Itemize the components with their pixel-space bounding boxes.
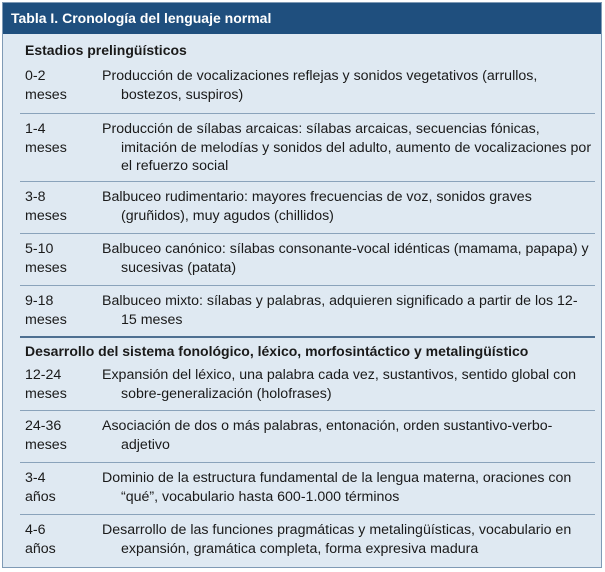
row-description: Producción de sílabas arcaicas: sílabas arcaicas, secuencias fónicas, imitación de melodías y sonidos del adulto, aumento de vocalizaciones por el refuerzo social bbox=[102, 121, 592, 174]
row-divider bbox=[20, 462, 595, 463]
row-period: 24-36 meses bbox=[25, 418, 67, 453]
row-description: Balbuceo mixto: sílabas y palabras, adquieren significado a partir de los 12-15 meses bbox=[102, 293, 578, 328]
section-title-prelinguistic: Estadios prelingüísticos bbox=[25, 42, 187, 58]
row-description: Balbuceo canónico: sílabas consonante-vocal idénticas (mamama, papapa) y sucesivas (patata) bbox=[102, 241, 589, 276]
row-period: 3-8 meses bbox=[25, 189, 67, 224]
table-title: Tabla I. Cronología del lenguaje normal bbox=[3, 3, 601, 34]
row-description: Asociación de dos o más palabras, entonación, orden sustantivo-verbo-adjetivo bbox=[102, 418, 553, 453]
row-divider bbox=[20, 113, 595, 114]
row-divider bbox=[20, 410, 595, 411]
row-period: 9-18 meses bbox=[25, 293, 67, 328]
row-divider bbox=[20, 233, 595, 234]
row-divider bbox=[20, 285, 595, 286]
row-description: Producción de vocalizaciones reflejas y sonidos vegetativos (arrullos, bostezos, suspiros) bbox=[102, 68, 538, 103]
row-divider bbox=[20, 181, 595, 182]
row-period: 12-24 meses bbox=[25, 367, 67, 402]
row-period: 0-2 meses bbox=[25, 68, 67, 103]
section-divider bbox=[20, 336, 595, 338]
row-description: Dominio de la estructura fundamental de la lengua materna, oraciones con “qué”, vocabulario hasta 600-1.000 términos bbox=[102, 470, 572, 505]
row-description: Expansión del léxico, una palabra cada vez, sustantivos, sentido global con sobre-generalización (holofrases) bbox=[102, 367, 577, 402]
chronology-table bbox=[2, 2, 602, 568]
row-period: 1-4 meses bbox=[25, 121, 67, 156]
row-period: 4-6 años bbox=[25, 522, 56, 557]
row-divider bbox=[20, 514, 595, 515]
row-period: 3-4 años bbox=[25, 470, 56, 505]
row-description: Desarrollo de las funciones pragmáticas y metalingüísticas, vocabulario en expansión, gramática completa, forma expresiva madura bbox=[102, 522, 572, 557]
row-description: Balbuceo rudimentario: mayores frecuencias de voz, sonidos graves (gruñidos), muy agudos (chillidos) bbox=[102, 189, 532, 224]
row-period: 5-10 meses bbox=[25, 241, 67, 276]
section-title-development: Desarrollo del sistema fonológico, léxico, morfosintáctico y metalingüístico bbox=[25, 343, 529, 359]
